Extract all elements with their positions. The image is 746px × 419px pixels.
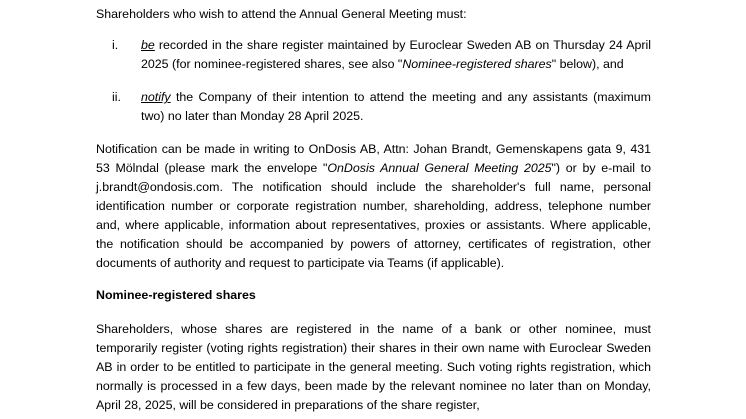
list-item bbox=[96, 88, 651, 126]
list-item-text: notify the Company of their intention to attend the meeting and any assistants (maximum two) no later than Monday 28 April 2025. bbox=[141, 90, 651, 123]
list-item-keyword: be bbox=[141, 38, 155, 52]
list-item-keyword: notify bbox=[141, 90, 171, 104]
list-item-text: be recorded in the share register maintained by Euroclear Sweden AB on Thursday 24 April 2025 (for nominee-registered shares, see also "Nominee-registered shares" below), and bbox=[141, 38, 651, 71]
section-heading: Nominee-registered shares bbox=[96, 288, 256, 302]
nominee-paragraph: Shareholders, whose shares are registered in the name of a bank or other nominee, must temporarily register (voting rights registration) their shares in their own name with Euroclear Sweden AB in order to be entitled to participate in the general meeting. Such voting rights registration, which normally is processed in a few days, been made by the relevant nominee no later than on Monday, April 28, 2025, will be considered in preparations of the share register, bbox=[96, 322, 651, 412]
list-item bbox=[96, 36, 651, 74]
list-marker: i. bbox=[112, 38, 119, 52]
list-marker: ii. bbox=[112, 90, 121, 104]
notification-paragraph: Notification can be made in writing to OnDosis AB, Attn: Johan Brandt, Gemenskapens gata 9, 431 53 Mölndal (please mark the envelope "OnDosis Annual General Meeting 2025") or by e-mail to j.brandt@ondosis.com. The notification should include the shareholder's full name, personal identification number or corporate registration number, shareholding, address, telephone number and, where applicable, information about representatives, proxies or assistants. Where applicable, the notification should be accompanied by powers of attorney, certificates of registration, other documents of authority and request to participate via Teams (if applicable). bbox=[96, 142, 651, 270]
document-page bbox=[96, 5, 651, 415]
intro-text: Shareholders who wish to attend the Annual General Meeting must: bbox=[96, 7, 467, 21]
